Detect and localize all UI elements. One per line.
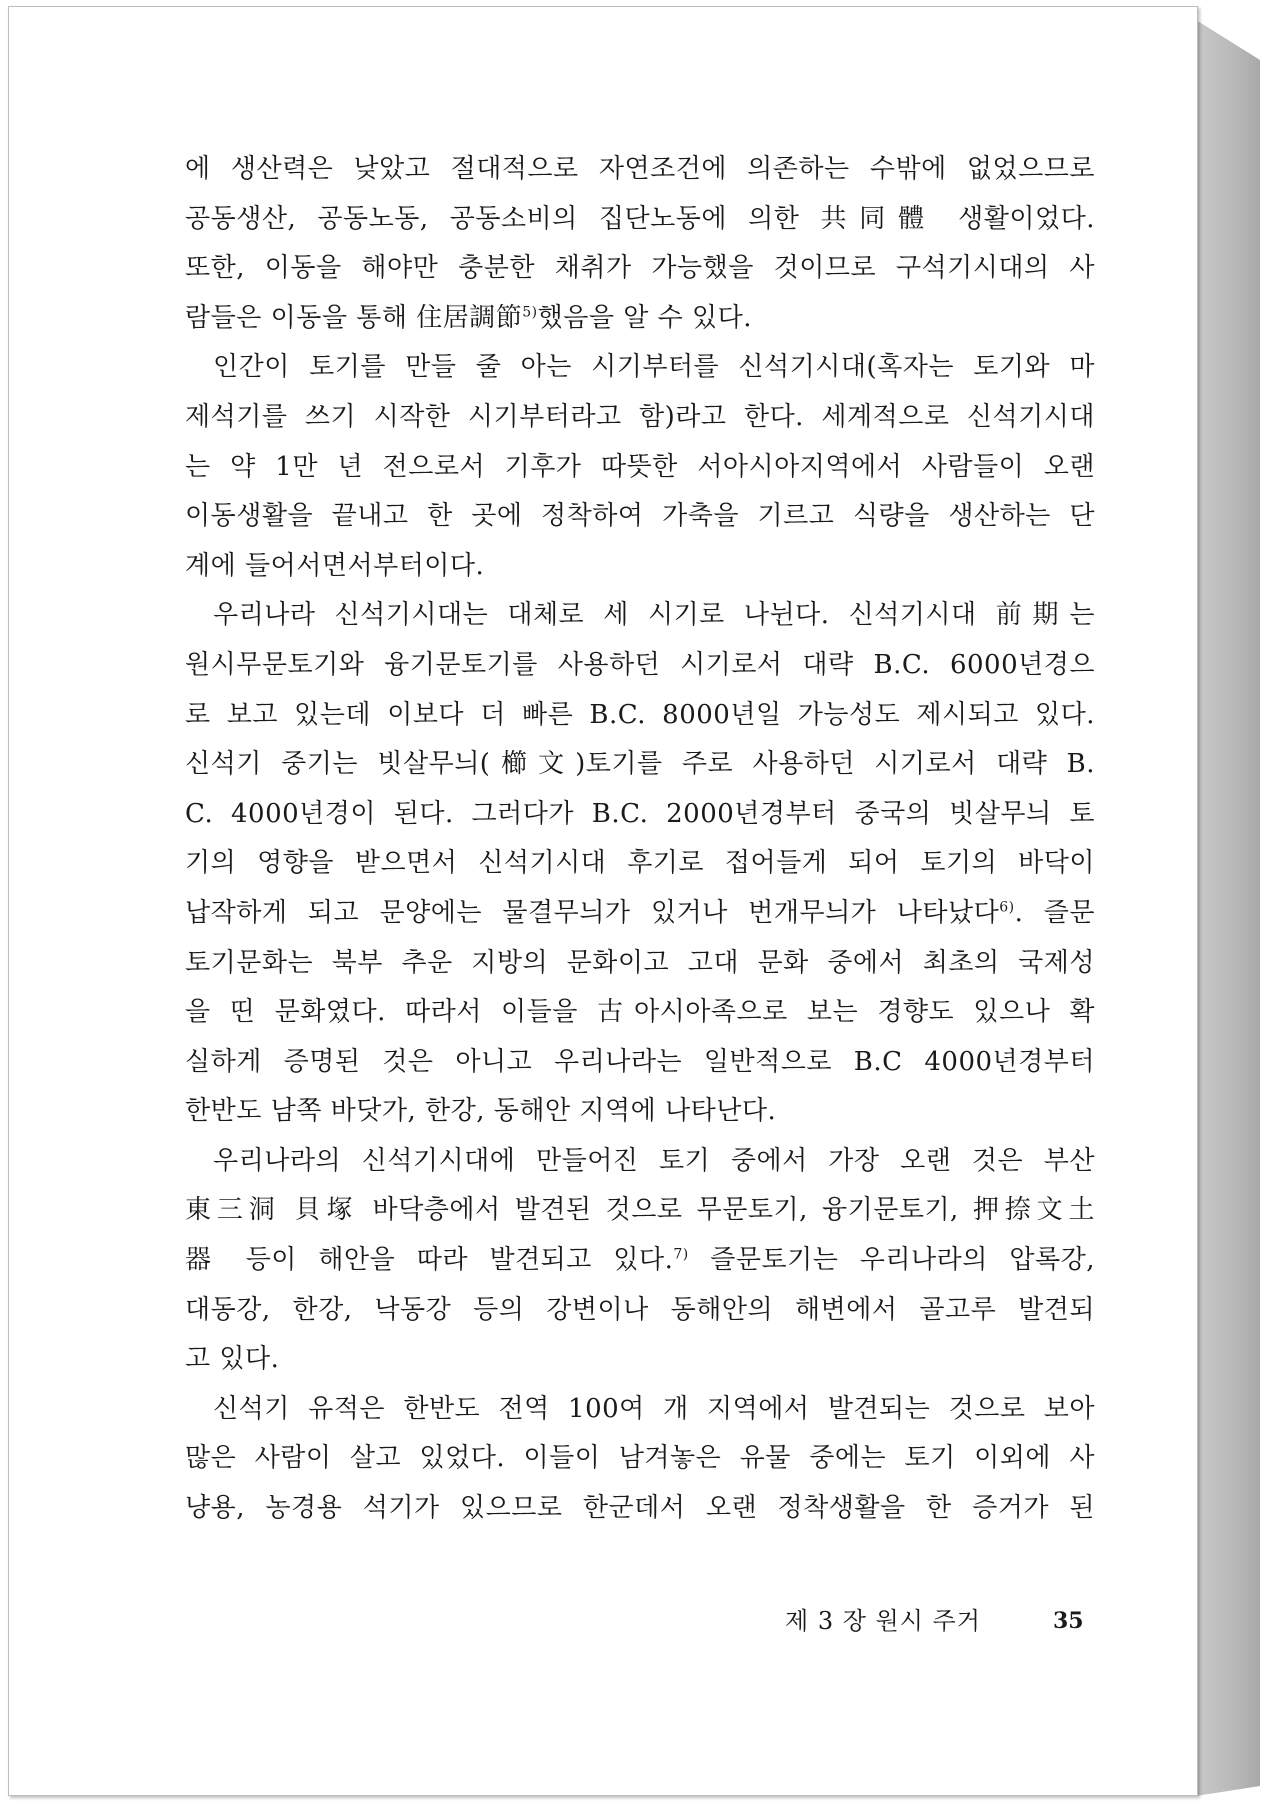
running-header-chapter: 제 3 장 원시 주거 [785,1607,981,1635]
book-edge [1196,20,1260,1796]
text-line-main: 신석기 중기는 빗살무늬(櫛文)토기를 주로 사용하던 시기로서 대략 B. [185,749,1095,780]
text-line-main: 납작하게 되고 문양에는 물결무늬가 있거나 번개무늬가 나타났다 [185,897,1000,928]
text-line [185,492,1095,542]
text-line [185,393,1095,443]
text-line-main: 계에 들어서면서부터이다. [185,550,485,581]
text-line-continuation: 했음을 알 수 있다. [537,302,752,333]
text-line [185,195,1095,245]
text-line-main: 로 보고 있는데 이보다 더 빠른 B.C. 8000년일 가능성도 제시되고 있다. [185,699,1095,730]
text-line-main: 을 띤 문화였다. 따라서 이들을 古아시아족으로 보는 경향도 있으나 확 [185,997,1095,1028]
page-footer [785,1601,1085,1641]
text-line-main: 대동강, 한강, 낙동강 등의 강변이나 동해안의 해변에서 골고루 발견되 [185,1294,1095,1325]
text-line-main: 실하게 증명된 것은 아니고 우리나라는 일반적으로 B.C 4000년경부터 [185,1046,1095,1077]
text-line [185,988,1095,1038]
footnote-marker: 6) [999,899,1015,916]
text-line [185,1434,1095,1484]
text-line-main: 람들은 이동을 통해 住居調節 [185,302,523,333]
text-line-main: 에 생산력은 낮았고 절대적으로 자연조건에 의존하는 수밖에 없었으므로 [185,154,1095,184]
text-line [185,889,1095,939]
text-line [185,1385,1095,1435]
text-line [185,244,1095,294]
text-line [185,1484,1095,1534]
text-line [185,443,1095,493]
text-line [185,145,1095,195]
text-line [185,343,1095,393]
footnote-marker: 7) [673,1246,689,1263]
page-number: 35 [1053,1608,1084,1634]
text-line [185,1137,1095,1187]
text-line [185,1186,1095,1236]
text-line-continuation: 즐문토기는 우리나라의 압록강, [688,1245,1095,1276]
text-line-main: 많은 사람이 살고 있었다. 이들이 남겨놓은 유물 중에는 토기 이외에 사 [185,1443,1095,1474]
text-line [185,1087,1095,1137]
text-line-main: 토기문화는 북부 추운 지방의 문화이고 고대 문화 중에서 최초의 국제성 [185,947,1095,978]
text-line [185,641,1095,691]
text-line-main: 한반도 남쪽 바닷가, 한강, 동해안 지역에 나타난다. [185,1096,777,1127]
text-line-main: 우리나라 신석기시대는 대체로 세 시기로 나뉜다. 신석기시대 前期는 [213,600,1095,631]
text-line [185,1038,1095,1088]
book-page [8,6,1198,1796]
text-line-main: 또한, 이동을 해야만 충분한 채취가 가능했을 것이므로 구석기시대의 사 [185,253,1095,284]
text-line-main: 냥용, 농경용 석기가 있으므로 한군데서 오랜 정착생활을 한 증거가 된 [185,1493,1095,1524]
text-line-main: 원시무문토기와 융기문토기를 사용하던 시기로서 대략 B.C. 6000년경으 [185,649,1095,680]
text-line-main: 고 있다. [185,1344,280,1375]
text-line-main: 는 약 1만 년 전으로서 기후가 따뜻한 서아시아지역에서 사람들이 오랜 [185,451,1095,482]
text-line-main: 기의 영향을 받으면서 신석기시대 후기로 접어들게 되어 토기의 바닥이 [185,848,1095,879]
text-line [185,691,1095,741]
text-line [185,939,1095,989]
text-line [185,740,1095,790]
text-line [185,294,1095,344]
footnote-marker: 5) [522,304,538,321]
text-line-continuation: . 즐문 [1014,897,1095,928]
text-line [185,1286,1095,1336]
text-line [185,839,1095,889]
text-line [185,790,1095,840]
text-line [185,1236,1095,1286]
text-line-main: 이동생활을 끝내고 한 곳에 정착하여 가축을 기르고 식량을 생산하는 단 [185,501,1095,532]
text-line-main: 신석기 유적은 한반도 전역 100여 개 지역에서 발견되는 것으로 보아 [213,1393,1095,1424]
text-line-main: 인간이 토기를 만들 줄 아는 시기부터를 신석기시대(혹자는 토기와 마 [213,352,1095,383]
text-line-main: 제석기를 쓰기 시작한 시기부터라고 함)라고 한다. 세계적으로 신석기시대 [185,401,1095,432]
body-text [185,145,1095,1534]
text-line-main: 우리나라의 신석기시대에 만들어진 토기 중에서 가장 오랜 것은 부산 [213,1145,1095,1176]
text-line [185,1335,1095,1385]
text-line-main: 東三洞 貝塚 바닥층에서 발견된 것으로 무문토기, 융기문토기, 押捺文土 [185,1195,1095,1226]
text-line-main: C. 4000년경이 된다. 그러다가 B.C. 2000년경부터 중국의 빗살무늬 토 [185,798,1095,829]
text-line-main: 器 등이 해안을 따라 발견되고 있다. [185,1245,674,1276]
text-line [185,591,1095,641]
text-line [185,542,1095,592]
text-line-main: 공동생산, 공동노동, 공동소비의 집단노동에 의한 共同體 생활이었다. [185,203,1095,234]
